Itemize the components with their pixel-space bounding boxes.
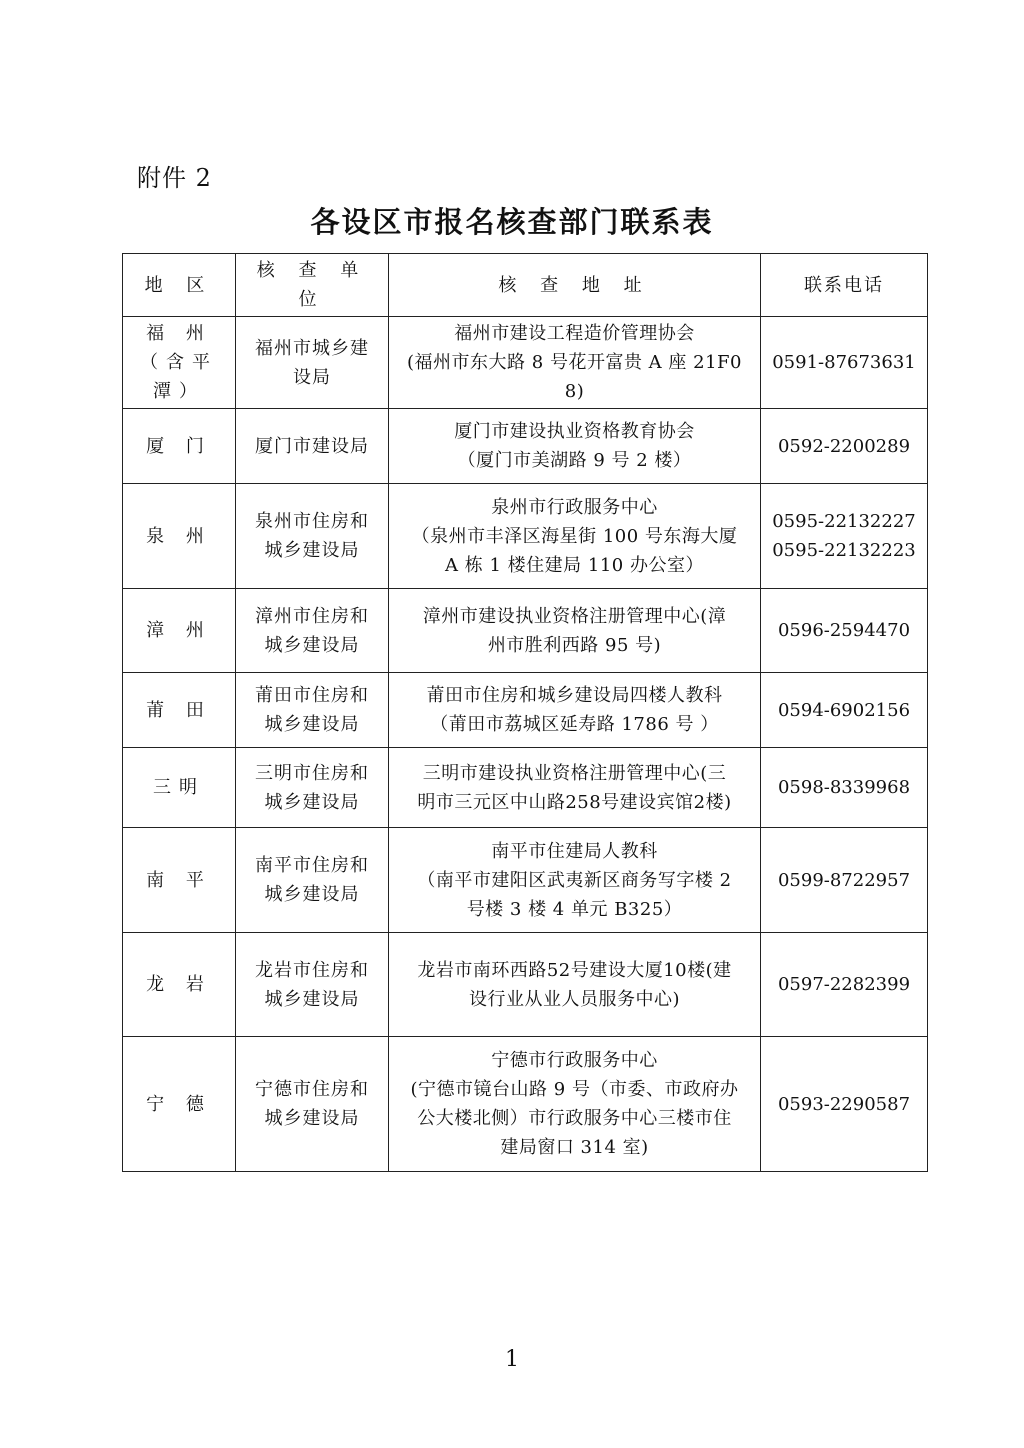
document-title: 各设区市报名核查部门联系表 <box>310 205 714 239</box>
unit-cell-line: 漳州市住房和 <box>255 605 369 627</box>
region-cell <box>123 933 236 1037</box>
unit-cell-line: 城乡建设局 <box>264 634 360 656</box>
address-cell-line: 宁德市行政服务中心 <box>491 1050 658 1071</box>
region-cell <box>123 484 236 589</box>
address-cell-line: 龙岩市南环西路52号建设大厦10楼(建 <box>417 959 732 981</box>
region-cell-line: （含平潭） <box>140 352 218 402</box>
address-cell <box>389 589 761 673</box>
phone-cell <box>761 317 928 409</box>
address-cell-line: 泉州市行政服务中心 <box>491 496 658 518</box>
region-cell <box>123 828 236 933</box>
unit-cell <box>236 589 389 673</box>
unit-cell-line: 城乡建设局 <box>264 1108 360 1129</box>
region-cell-line: 漳 州 <box>146 620 212 641</box>
address-cell-line: 南平市住建局人教科 <box>491 840 658 862</box>
region-cell <box>123 748 236 828</box>
address-cell-line: 明市三元区中山路258号建设宾馆2楼) <box>417 791 732 813</box>
phone-cell-line: 0599-8722957 <box>777 869 911 891</box>
table-row <box>123 748 928 828</box>
unit-cell-line: 城乡建设局 <box>264 540 360 561</box>
address-cell-line: 莆田市住房和城乡建设局四楼人教科 <box>426 685 723 706</box>
table-row <box>123 828 928 933</box>
unit-cell-line: 宁德市住房和 <box>255 1079 369 1100</box>
region-cell-line: 南 平 <box>146 869 212 891</box>
region-cell <box>123 317 236 409</box>
region-cell-line: 宁 德 <box>146 1093 212 1115</box>
region-cell-line: 厦 门 <box>146 435 212 457</box>
address-cell-line: 福州市建设工程造价管理协会 <box>454 323 695 344</box>
unit-cell <box>236 1037 389 1172</box>
region-cell <box>123 409 236 484</box>
phone-cell <box>761 933 928 1037</box>
unit-cell <box>236 409 389 484</box>
unit-cell-line: 龙岩市住房和 <box>255 959 369 981</box>
table-row <box>123 589 928 673</box>
table-body <box>123 317 928 1172</box>
table-row <box>123 673 928 748</box>
phone-cell-line: 0597-2282399 <box>777 974 911 995</box>
region-cell-line: 福 州 <box>146 323 212 344</box>
phone-cell-line: 0598-8339968 <box>777 777 911 798</box>
header-phone: 联系电话 <box>761 254 928 317</box>
region-cell <box>123 589 236 673</box>
table-header-row <box>123 254 928 317</box>
region-cell-line: 龙 岩 <box>146 974 212 995</box>
address-cell-line: （南平市建阳区武夷新区商务写字楼 2 <box>417 869 732 891</box>
attachment-label: 附件 2 <box>137 164 212 192</box>
phone-cell-line: 0595-22132223 <box>772 540 916 561</box>
header-address: 核 查 地 址 <box>389 254 761 317</box>
address-cell-line: A 栋 1 楼住建局 110 办公室） <box>445 554 704 576</box>
unit-cell-line: 南平市住房和 <box>255 855 369 876</box>
table-row <box>123 933 928 1037</box>
region-cell <box>123 673 236 748</box>
address-cell-line: 州市胜利西路 95 号) <box>487 634 662 656</box>
region-cell-line: 莆 田 <box>146 699 212 721</box>
address-cell <box>389 317 761 409</box>
table-row <box>123 484 928 589</box>
page-number: 1 <box>505 1347 519 1372</box>
unit-cell-line: 泉州市住房和 <box>255 511 369 532</box>
unit-cell-line: 莆田市住房和 <box>255 685 369 706</box>
address-cell-line: 8) <box>564 381 585 402</box>
phone-cell-line: 0592-2200289 <box>777 435 911 457</box>
address-cell <box>389 1037 761 1172</box>
phone-cell-line: 0596-2594470 <box>777 620 911 641</box>
contact-table <box>122 253 928 1172</box>
unit-cell-line: 三明市住房和 <box>255 762 369 784</box>
unit-cell-line: 福州市城乡建 <box>255 337 369 359</box>
address-cell-line: （莆田市荔城区延寿路 1786 号 ） <box>430 714 719 735</box>
address-cell <box>389 748 761 828</box>
address-cell <box>389 673 761 748</box>
phone-cell-line: 0595-22132227 <box>772 511 916 532</box>
phone-cell <box>761 1037 928 1172</box>
address-cell <box>389 828 761 933</box>
region-cell <box>123 1037 236 1172</box>
header-region: 地 区 <box>123 254 236 317</box>
phone-cell <box>761 828 928 933</box>
address-cell-line: 漳州市建设执业资格注册管理中心(漳 <box>422 605 727 627</box>
unit-cell-line: 厦门市建设局 <box>255 435 369 457</box>
phone-cell-line: 0594-6902156 <box>777 699 911 721</box>
table-row <box>123 317 928 409</box>
address-cell <box>389 409 761 484</box>
region-cell-line: 三明 <box>153 777 205 798</box>
region-cell-line: 泉 州 <box>146 525 212 547</box>
table-row <box>123 409 928 484</box>
address-cell-line: 设行业从业人员服务中心) <box>468 988 681 1010</box>
address-cell-line: 三明市建设执业资格注册管理中心(三 <box>422 762 727 784</box>
address-cell <box>389 484 761 589</box>
header-unit: 核 查 单 位 <box>236 254 389 317</box>
unit-cell <box>236 933 389 1037</box>
address-cell-line: (福州市东大路 8 号花开富贵 A 座 21F0 <box>407 352 742 373</box>
phone-cell <box>761 748 928 828</box>
phone-cell-line: 0593-2290587 <box>777 1093 911 1115</box>
address-cell <box>389 933 761 1037</box>
address-cell-line: （厦门市美湖路 9 号 2 楼） <box>457 450 692 471</box>
unit-cell <box>236 828 389 933</box>
unit-cell <box>236 748 389 828</box>
unit-cell-line: 城乡建设局 <box>264 714 360 735</box>
phone-cell <box>761 409 928 484</box>
address-cell-line: 号楼 3 楼 4 单元 B325） <box>466 898 683 920</box>
phone-cell <box>761 589 928 673</box>
unit-cell <box>236 317 389 409</box>
unit-cell-line: 设局 <box>293 366 331 388</box>
address-cell-line: 厦门市建设执业资格教育协会 <box>454 421 695 442</box>
unit-cell-line: 城乡建设局 <box>264 988 360 1010</box>
unit-cell <box>236 673 389 748</box>
address-cell-line: 公大楼北侧）市行政服务中心三楼市住 <box>417 1108 732 1129</box>
unit-cell-line: 城乡建设局 <box>264 884 360 905</box>
address-cell-line: （泉州市丰泽区海星街 100 号东海大厦 <box>411 525 738 547</box>
address-cell-line: (宁德市镜台山路 9 号（市委、市政府办 <box>410 1079 739 1100</box>
address-cell-line: 建局窗口 314 室) <box>500 1137 649 1158</box>
phone-cell-line: 0591-87673631 <box>772 352 916 373</box>
unit-cell-line: 城乡建设局 <box>264 791 360 813</box>
phone-cell <box>761 484 928 589</box>
table-row <box>123 1037 928 1172</box>
unit-cell <box>236 484 389 589</box>
phone-cell <box>761 673 928 748</box>
